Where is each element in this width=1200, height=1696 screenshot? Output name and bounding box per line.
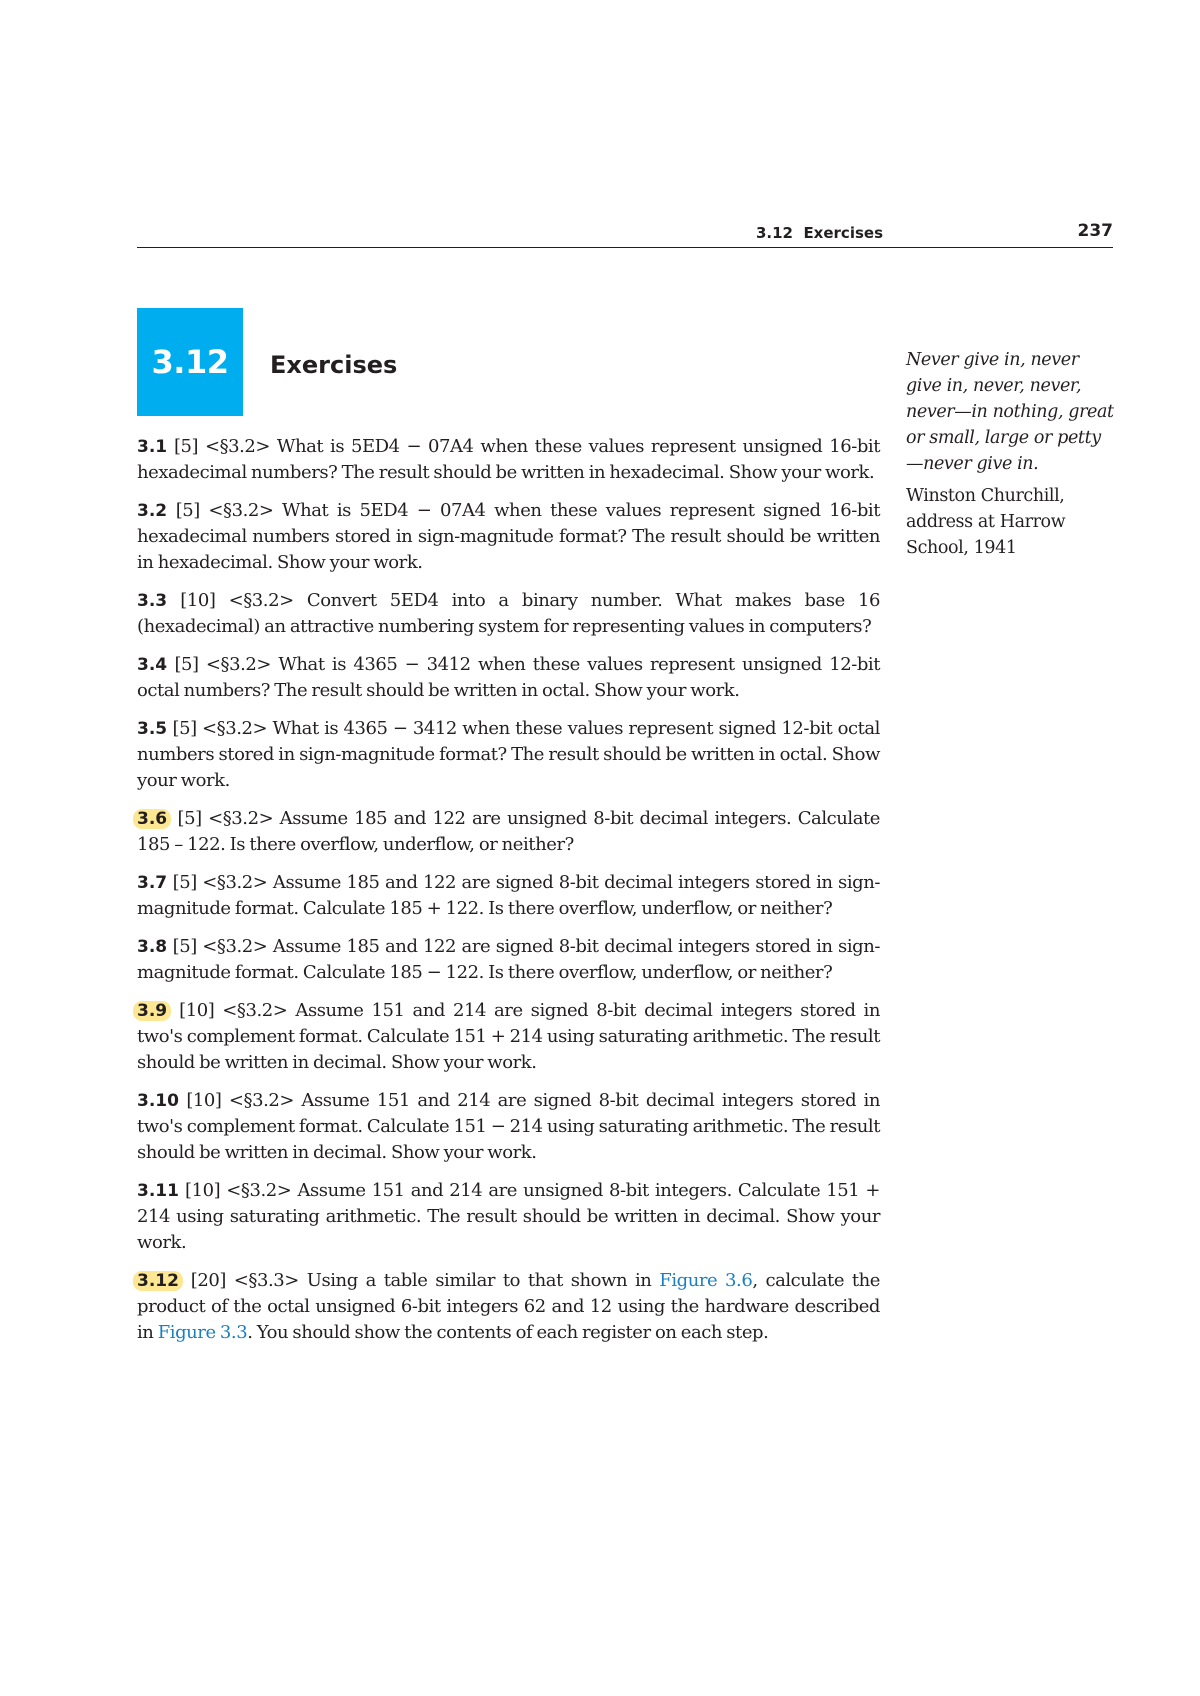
section-number-badge: 3.12	[137, 308, 243, 416]
exercise-text: [20] <§3.3> Using a table similar to that shown in	[182, 1270, 660, 1291]
exercise-number: 3.8	[137, 937, 168, 957]
exercise-text: [5] <§3.2> Assume 185 and 122 are signed 8-bit decimal integers stored in sign-magnitude format. Calculate 185 + 122. Is there overflow, underflow, or neither?	[137, 872, 880, 919]
epigraph	[906, 347, 1116, 561]
exercise-3-3	[137, 588, 880, 640]
exercise-text: [5] <§3.2> Assume 185 and 122 are unsigned 8-bit decimal integers. Calculate 185 – 122. Is there overflow, underflow, or neither?	[137, 808, 880, 855]
exercise-text: [10] <§3.2> Assume 151 and 214 are signed 8-bit decimal integers stored in two's complement format. Calculate 151 + 214 using saturating arithmetic. The result should be written in decimal. Show your work.	[137, 1000, 880, 1073]
exercise-number: 3.7	[137, 873, 168, 893]
exercise-3-1	[137, 434, 880, 486]
exercise-number: 3.10	[137, 1091, 179, 1111]
exercise-3-5	[137, 716, 880, 794]
exercise-3-10	[137, 1088, 880, 1166]
exercise-3-6	[137, 806, 880, 858]
exercise-3-4	[137, 652, 880, 704]
exercise-number: 3.3	[137, 591, 168, 611]
exercise-number: 3.1	[137, 437, 168, 457]
exercise-3-9	[137, 998, 880, 1076]
exercise-number: 3.4	[137, 655, 168, 675]
exercise-text: [10] <§3.2> Assume 151 and 214 are signed 8-bit decimal integers stored in two's complement format. Calculate 151 − 214 using saturating arithmetic. The result should be written in decimal. Show your work.	[137, 1090, 880, 1163]
exercise-text: . You should show the contents of each register on each step.	[247, 1322, 769, 1343]
exercise-number: 3.2	[137, 501, 168, 521]
figure-3-6-link[interactable]: Figure 3.6	[659, 1270, 753, 1291]
exercise-3-11	[137, 1178, 880, 1256]
exercise-text: [5] <§3.2> What is 5ED4 − 07A4 when these values represent unsigned 16-bit hexadecimal numbers? The result should be written in hexadecimal. Show your work.	[137, 436, 880, 483]
exercise-number-highlighted: 3.12	[133, 1271, 183, 1291]
exercise-list	[137, 434, 880, 1358]
epigraph-attribution: Winston Churchill, address at Harrow School, 1941	[906, 486, 1066, 558]
exercise-text: , calculate the product of the octal unsigned 6-bit integers 62 and 12 using the hardware described in	[137, 1270, 880, 1343]
exercise-3-7	[137, 870, 880, 922]
exercise-text: [10] <§3.2> Convert 5ED4 into a binary number. What makes base 16 (hexadecimal) an attractive numbering system for representing values in computers?	[137, 590, 880, 637]
exercise-text: [5] <§3.2> Assume 185 and 122 are signed 8-bit decimal integers stored in sign-magnitude format. Calculate 185 − 122. Is there overflow, underflow, or neither?	[137, 936, 880, 983]
exercise-text: [10] <§3.2> Assume 151 and 214 are unsigned 8-bit integers. Calculate 151 + 214 using saturating arithmetic. The result should be written in decimal. Show your work.	[137, 1180, 880, 1253]
exercise-3-8	[137, 934, 880, 986]
page-number: 237	[1077, 221, 1113, 241]
exercise-3-12	[137, 1268, 880, 1346]
exercise-number-highlighted: 3.6	[133, 809, 171, 829]
exercise-text: [5] <§3.2> What is 5ED4 − 07A4 when these values represent signed 16-bit hexadecimal numbers stored in sign-magnitude format? The result should be written in hexadecimal. Show your work.	[137, 500, 880, 573]
section-title: Exercises	[270, 351, 398, 379]
exercise-number: 3.5	[137, 719, 168, 739]
exercise-number: 3.11	[137, 1181, 179, 1201]
epigraph-quote: Never give in, never give in, never, never, never—in nothing, great or small, large or petty—never give in.	[906, 350, 1114, 474]
exercise-text: [5] <§3.2> What is 4365 − 3412 when these values represent signed 12-bit octal numbers stored in sign-magnitude format? The result should be written in octal. Show your work.	[137, 718, 880, 791]
figure-3-3-link[interactable]: Figure 3.3	[157, 1322, 248, 1343]
exercise-number-highlighted: 3.9	[133, 1001, 171, 1021]
exercise-3-2	[137, 498, 880, 576]
exercise-text: [5] <§3.2> What is 4365 − 3412 when these values represent unsigned 12-bit octal numbers? The result should be written in octal. Show your work.	[137, 654, 880, 701]
running-head-section: 3.12 Exercises	[755, 224, 883, 242]
running-head	[137, 221, 1113, 248]
